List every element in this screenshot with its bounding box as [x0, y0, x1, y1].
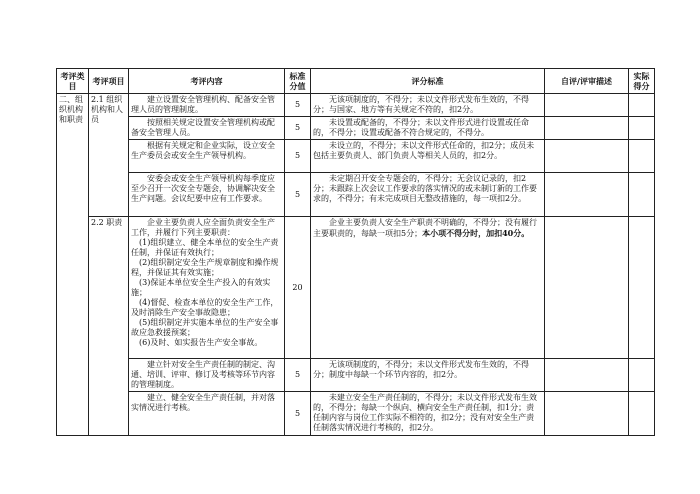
score-cell: 5 — [285, 117, 311, 140]
criteria-cell — [311, 217, 545, 359]
item-cell: 2.1 组织机构和人员 — [89, 94, 129, 217]
score-cell: 20 — [285, 217, 311, 359]
score-cell: 5 — [285, 392, 311, 436]
actual-score-cell[interactable] — [629, 140, 655, 173]
criteria-cell: 未设立的，不得分；未以文件形式任命的，扣2分；成员未包括主要负责人、部门负责人等相关人员的，扣2分。 — [311, 140, 545, 173]
table-row — [57, 392, 655, 436]
content-cell: 根据有关规定和企业实际，设立安全生产委员会或安全生产领导机构。 — [129, 140, 285, 173]
actual-score-cell[interactable] — [629, 117, 655, 140]
criteria-cell: 无该项制度的，不得分；未以文件形式发布生效的，不得分；制度中每缺一个环节内容的，扣2分。 — [311, 359, 545, 392]
criteria-text: 企业主要负责人安全生产职责不明确的，不得分；没有履行主要职责的，每缺一项扣5分； — [313, 218, 537, 238]
header-category: 考评类目 — [57, 69, 89, 94]
criteria-bold-text: 本小项不得分时，加扣40分。 — [422, 228, 530, 238]
duty-item: (4)督促、检查本单位的安全生产工作，及时消除生产安全事故隐患； — [131, 298, 279, 317]
score-cell: 5 — [285, 173, 311, 217]
criteria-cell: 未设置或配备的，不得分；未以文件形式进行设置或任命的，不得分；设置或配备不符合规定的，不得分。 — [311, 117, 545, 140]
evaluation-table — [56, 68, 655, 436]
criteria-cell: 未建立安全生产责任制的，不得分；未以文件形式发布生效的，不得分；每缺一个纵向、横向安全生产责任制，扣1分；责任制内容与岗位工作实际不相符的，扣2分；没有对安全生产责任制落实情况进行考核的，扣2分。 — [311, 392, 545, 436]
duty-item: (5)组织制定并实施本单位的生产安全事故应急救援预案； — [131, 318, 279, 337]
header-self-eval: 自评/评审描述 — [545, 69, 629, 94]
header-criteria: 评分标准 — [311, 69, 545, 94]
table-row — [57, 359, 655, 392]
score-cell: 5 — [285, 359, 311, 392]
actual-score-cell[interactable] — [629, 94, 655, 117]
actual-score-cell[interactable] — [629, 173, 655, 217]
duty-item: (1)组织建立、健全本单位的安全生产责任制，并保证有效执行； — [131, 238, 279, 257]
self-eval-cell[interactable] — [545, 94, 629, 117]
self-eval-cell[interactable] — [545, 359, 629, 392]
content-cell: 建立设置安全管理机构、配备安全管理人员的管理制度。 — [129, 94, 285, 117]
criteria-cell: 无该项制度的，不得分；未以文件形式发布生效的，不得分；与国家、地方等有关规定不符的，扣2分。 — [311, 94, 545, 117]
table-row — [57, 140, 655, 173]
score-cell: 5 — [285, 94, 311, 117]
table-row — [57, 94, 655, 117]
actual-score-cell[interactable] — [629, 392, 655, 436]
content-main: 企业主要负责人应全面负责安全生产工作，并履行下列主要职责： — [131, 218, 275, 237]
table-row — [57, 117, 655, 140]
self-eval-cell[interactable] — [545, 117, 629, 140]
self-eval-cell[interactable] — [545, 217, 629, 359]
self-eval-cell[interactable] — [545, 173, 629, 217]
content-cell: 安委会或安全生产领导机构每季度应至少召开一次安全专题会，协调解决安全生产问题。会议纪要中应有工作要求。 — [129, 173, 285, 217]
actual-score-cell[interactable] — [629, 217, 655, 359]
table-row — [57, 217, 655, 359]
duty-item: (3)保证本单位安全生产投入的有效实施； — [131, 278, 271, 297]
header-score: 标准分值 — [285, 69, 311, 94]
content-cell: 建立针对安全生产责任制的制定、沟通、培训、评审、修订及考核等环节内容的管理制度。 — [129, 359, 285, 392]
content-cell: 按照相关规定设置安全管理机构或配备安全管理人员。 — [129, 117, 285, 140]
item-cell: 2.2 职责 — [89, 217, 129, 436]
self-eval-cell[interactable] — [545, 392, 629, 436]
header-actual: 实际得分 — [629, 69, 655, 94]
duty-item: (2)组织制定安全生产规章制度和操作规程，并保证其有效实施； — [131, 258, 279, 277]
duty-item: (6)及时、如实报告生产安全事故。 — [139, 338, 263, 347]
header-row — [57, 69, 655, 94]
table-row — [57, 173, 655, 217]
content-cell: 建立、健全安全生产责任制，并对落实情况进行考核。 — [129, 392, 285, 436]
actual-score-cell[interactable] — [629, 359, 655, 392]
content-cell — [129, 217, 285, 359]
score-cell: 5 — [285, 140, 311, 173]
header-content: 考评内容 — [129, 69, 285, 94]
category-cell: 二、组织机构和职责 — [57, 94, 89, 436]
header-item: 考评项目 — [89, 69, 129, 94]
self-eval-cell[interactable] — [545, 140, 629, 173]
criteria-cell: 未定期召开安全专题会的，不得分；无会议记录的，扣2分；未跟踪上次会议工作要求的落实情况的或未制订新的工作要求的，不得分；有未完成项目无整改措施的，每一项扣2分。 — [311, 173, 545, 217]
